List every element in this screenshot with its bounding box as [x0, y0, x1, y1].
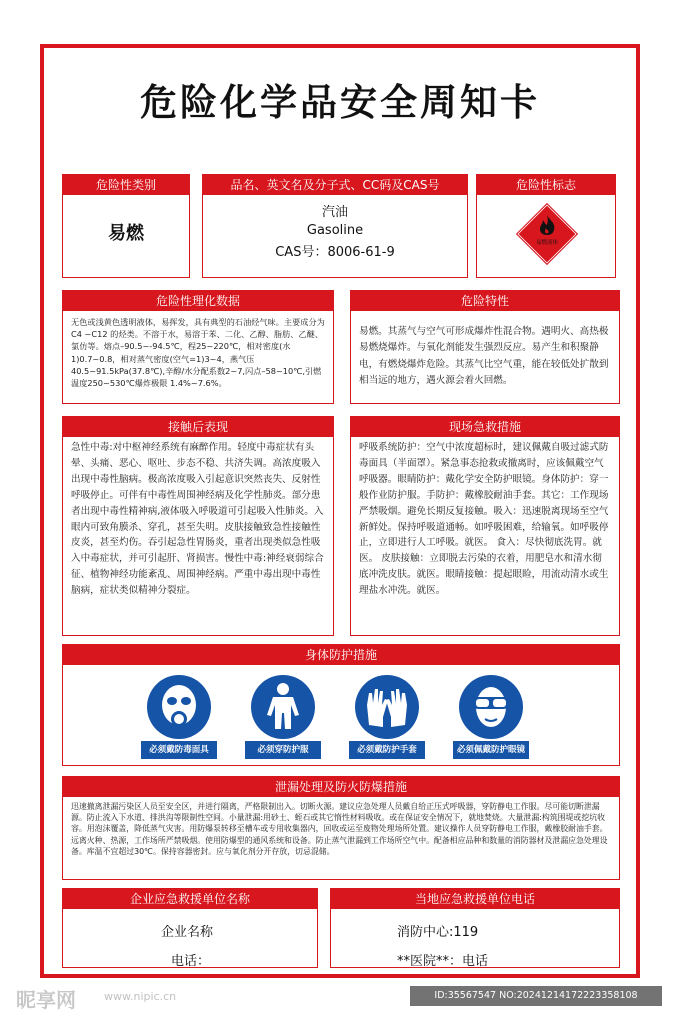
watermark-id-text: ID:35567547 NO:20241214172223358108: [434, 990, 638, 1001]
hazard-category-value: 易燃: [108, 223, 144, 244]
product-name-en: Gasoline: [306, 223, 364, 238]
product-header: 品名、英文名及分子式、CC码及CAS号: [203, 175, 467, 195]
product-name-cn: 汽油: [321, 205, 348, 220]
physchem-box: [62, 290, 334, 404]
exposure-text: 急性中毒:对中枢神经系统有麻醉作用。轻度中毒症状有头晕、头痛、恶心、呕吐、步态不稳、共济失调。高浓度吸入出现中毒性脑病。极高浓度吸入引起意识突然丧失、反射性呼吸停止。可伴有中毒性周围神经病及化学性肺炎。部分患者出现中毒性精神病,液体吸入呼吸道可引起吸入性肺炎。入眼内可致角膜杀、穿孔，甚至失明。皮肤接触致急性接触性皮炎，甚至灼伤。吞引起急性胃肠炎，重者出现类似急性吸入中毒症状，并可引起肝、肾损害。慢性中毒:神经衰弱综合征、植物神经功能紊乱、周围神经病。严重中毒出现中毒性脑病，症状类似精神分裂症。: [71, 442, 324, 597]
leak-text: 迅速撤离泄漏污染区人员至安全区，并进行隔离，严格限制出入。切断火源。建议应急处理人员戴自给正压式呼吸器，穿防静电工作服。尽可能切断泄漏源。防止流入下水道、排洪沟等限制性空间。小量泄漏:用砂土、蛭石或其它惰性材料吸收。或在保证安全情况下，就地焚烧。大量泄漏:构筑围堤或挖坑收容。用泡沫覆盖，降低蒸气灾害。用防爆泵转移至槽车或专用收集器内，回收或运至废物处理场所处置。建议操作人员穿防静电工作服，戴橡胶耐油手套。远离火种、热源，工作场所严禁吸烟。使用防爆型的通风系统和设备。防止蒸气泄漏到工作场所空气中。配备相应品种和数量的消防器材及泄漏应急处理设备。库温不宜超过30℃。保持容器密封。应与氧化剂分开存放，切忌混储。: [71, 802, 608, 856]
watermark-site: 昵享网: [16, 988, 76, 1012]
local-hospital-line: **医院**：电话: [397, 954, 489, 969]
company-name-line: 企业名称: [161, 925, 214, 940]
hazard-sign-box: [476, 174, 616, 278]
local-header: 当地应急救援单位电话: [331, 889, 619, 909]
product-cas: CAS号：8006-61-9: [275, 245, 395, 260]
protective-gloves-icon: [355, 675, 419, 739]
first-aid-text: 呼吸系统防护：空气中浓度超标时，建议佩戴自吸过滤式防毒面具（半面罩）。紧急事态抢救或撤离时，应该佩戴空气呼吸器。眼睛防护：戴化学安全防护眼镜。身体防护：穿一般作业防护服。手防护：戴橡胶耐油手套。其它：工作现场严禁吸烟。避免长期反复接触。吸入：迅速脱离现场至空气新鲜处。保持呼吸道通畅。如呼吸困难，给输氧。如呼吸停止，立即进行人工呼吸。就医。 食入：尽快彻底洗胃。就医。 皮肤接触：立即脱去污染的衣着，用肥皂水和清水彻底冲洗皮肤。就医。眼睛接触：提起眼睑，用流动清水或生理盐水冲洗。就医。: [359, 442, 609, 597]
hazard-props-header: 危险特性: [351, 291, 619, 311]
hazard-props-box: [350, 290, 620, 404]
ppe-label-goggles: 必须佩戴防护眼镜: [453, 741, 529, 759]
protective-suit-icon: [251, 675, 315, 739]
physchem-text: 无色或浅黄色透明液体，易挥发，具有典型的石油烃气味。主要成分为 C4 ~C12 的烃类。不溶于水，易溶于苯、二化、乙醇、脂肪、乙醚、氯仿等。熔点–90.5~-94.5℃，程25~220℃，相对密度(水1)0.7~0.8，相对蒸气密度(空气=1)3~4，燕气压40.5~91.5kPa(37.8℃),辛醇/水分配系数2~7,闪点–58~10℃,引燃温度250~530℃爆炸极限 1.4%~7.6%。: [71, 317, 325, 389]
ppe-box: [62, 644, 620, 766]
flame-diamond-icon: [512, 199, 582, 269]
company-phone-line: 电话：: [171, 954, 211, 969]
watermark-id-bar: [410, 986, 662, 1006]
local-box: [330, 888, 620, 968]
hazard-sign-header: 危险性标志: [477, 175, 615, 195]
hazard-category-header: 危险性类别: [63, 175, 189, 195]
physchem-header: 危险性理化数据: [63, 291, 333, 311]
leak-box: [62, 776, 620, 880]
ppe-label-gas-mask: 必须戴防毒面具: [141, 741, 217, 759]
hazard-sign-label: 易燃液体: [535, 240, 559, 246]
leak-header: 泄漏处理及防火防爆措施: [63, 777, 619, 797]
exposure-header: 接触后表现: [63, 417, 333, 437]
safety-goggles-icon: [459, 675, 523, 739]
company-header: 企业应急救援单位名称: [63, 889, 317, 909]
product-box: [202, 174, 468, 278]
hazard-category-box: [62, 174, 190, 278]
hazard-props-text: 易燃。其蒸气与空气可形成爆炸性混合物。遇明火、高热极易燃烧爆炸。与氧化剂能发生强烈反应。易产生和积聚静电，有燃烧爆炸危险。其蒸气比空气重，能在较低处扩散到相当远的地方，遇火源会着火回燃。: [359, 326, 609, 386]
watermark-site-url: www.nipic.cn: [104, 990, 177, 1003]
company-box: [62, 888, 318, 968]
local-fire-line: 消防中心:119: [397, 925, 479, 940]
first-aid-header: 现场急救措施: [351, 417, 619, 437]
page-title: 危险化学品安全周知卡: [140, 81, 540, 124]
gas-mask-icon: [147, 675, 211, 739]
ppe-header: 身体防护措施: [63, 645, 619, 665]
ppe-label-suit: 必须穿防护服: [245, 741, 321, 759]
ppe-label-gloves: 必须戴防护手套: [349, 741, 425, 759]
exposure-box: [62, 416, 334, 636]
first-aid-box: [350, 416, 620, 636]
